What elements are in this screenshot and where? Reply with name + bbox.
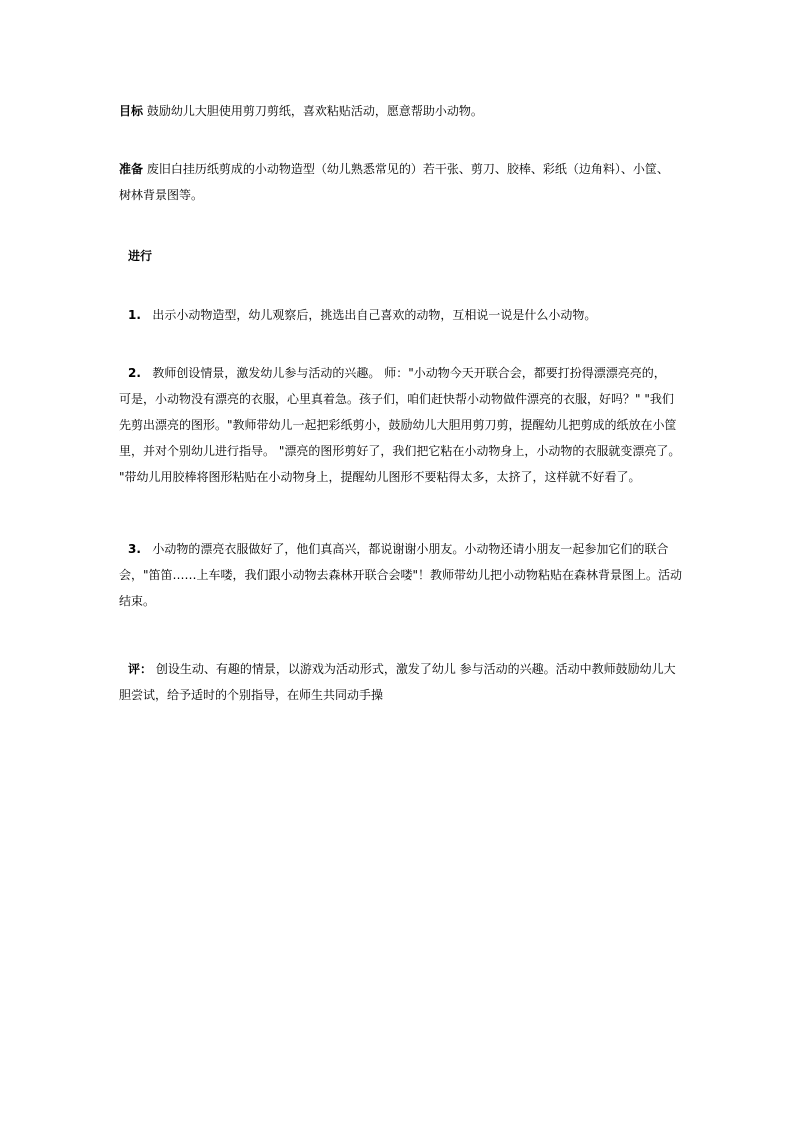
comment-label: 评： — [128, 662, 153, 676]
step-2-line-4: 里，并对个别幼儿进行指导。 "漂亮的图形剪好了，我们把它粘在小动物身上，小动物的衣服就变漂亮了。 — [119, 444, 681, 458]
step-3-number: 3. — [128, 542, 141, 556]
process-heading: 进行 — [128, 249, 153, 263]
step-1-paragraph — [128, 302, 688, 328]
step-1-number: 1. — [128, 308, 141, 322]
comment-paragraph — [119, 656, 679, 708]
step-3-line-1: 小动物的漂亮衣服做好了，他们真高兴，都说谢谢小朋友。小动物还请小朋友一起参加它们的联合 — [152, 542, 669, 556]
step-3-paragraph — [119, 536, 683, 614]
step-1-text: 出示小动物造型，幼儿观察后，挑选出自己喜欢的动物，互相说一说是什么小动物。 — [152, 308, 597, 322]
step-2-number: 2. — [128, 366, 141, 380]
comment-line-1: 创设生动、有趣的情景，以游戏为活动形式，激发了幼儿 参与活动的兴趣。活动中教师鼓励幼儿大 — [155, 662, 676, 676]
goal-paragraph — [119, 98, 679, 124]
prep-label: 准备 — [119, 162, 144, 176]
prep-line-2: 树林背景图等。 — [119, 188, 204, 202]
step-2-line-2: 可是，小动物没有漂亮的衣服，心里真着急。孩子们，咱们赶快帮小动物做件漂亮的衣服，好吗？" "我们 — [119, 392, 674, 406]
step-3-line-2: 会，"笛笛……上车喽，我们跟小动物去森林开联合会喽"！教师带幼儿把小动物粘贴在森林背景图上。活动 — [119, 568, 683, 582]
step-2-line-3: 先剪出漂亮的图形。"教师带幼儿一起把彩纸剪小，鼓励幼儿大胆用剪刀剪，提醒幼儿把剪成的纸放在小筐 — [119, 418, 677, 432]
goal-text: 鼓励幼儿大胆使用剪刀剪纸，喜欢粘贴活动，愿意帮助小动物。 — [146, 104, 483, 118]
step-3-line-3: 结束。 — [119, 594, 156, 608]
prep-line-1: 废旧白挂历纸剪成的小动物造型（幼儿熟悉常见的）若干张、剪刀、胶棒、彩纸（边角料）、小筐、 — [146, 162, 669, 176]
goal-label: 目标 — [119, 104, 144, 118]
step-2-line-1: 教师创设情景，激发幼儿参与活动的兴趣。 师："小动物今天开联合会，都要打扮得漂漂亮亮的， — [152, 366, 666, 380]
step-2-line-5: "带幼儿用胶棒将图形粘贴在小动物身上，提醒幼儿图形不要粘得太多，太挤了，这样就不好看了。 — [119, 470, 641, 484]
prep-paragraph — [119, 156, 679, 208]
step-2-paragraph — [119, 360, 679, 490]
comment-line-2: 胆尝试，给予适时的个别指导，在师生共同动手操 — [119, 688, 384, 702]
